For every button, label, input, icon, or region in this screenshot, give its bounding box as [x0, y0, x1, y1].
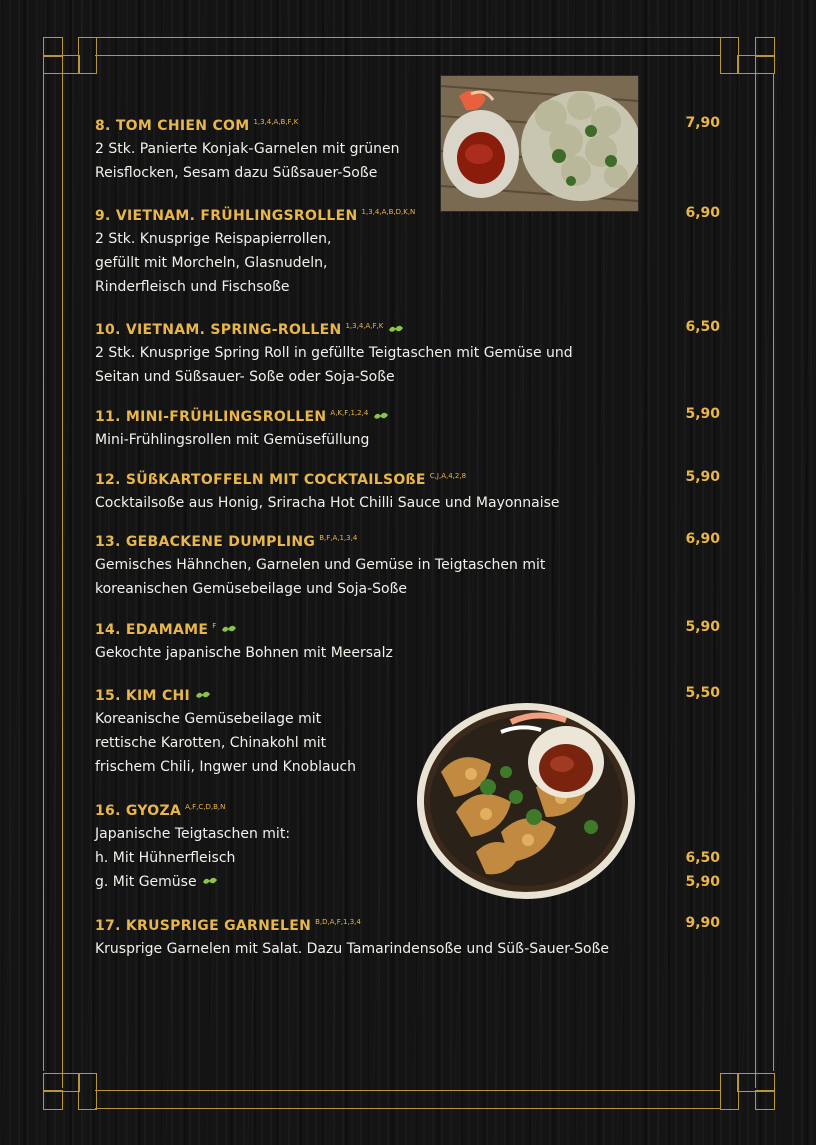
allergen-codes: B,D,A,F,1,3,4 [315, 918, 361, 926]
vegan-leaf-icon [202, 876, 218, 887]
corner-top-right-c [737, 55, 775, 74]
menu-item [95, 469, 720, 515]
menu-item-header [95, 469, 720, 491]
outer-frame-top-inner [95, 55, 721, 56]
corner-bottom-right-c [737, 1073, 775, 1092]
menu-item [95, 319, 720, 389]
outer-frame-bottom-inner [95, 1108, 721, 1109]
menu-item-description: 2 Stk. Knusprige Reispapierrollen, [95, 231, 332, 247]
menu-item-header [95, 531, 720, 553]
option-price: 6,50 [685, 850, 720, 866]
menu-item-description: Rinderfleisch und Fischsoße [95, 279, 290, 295]
menu-item-price: 6,90 [685, 531, 720, 547]
corner-bottom-left-c [43, 1073, 80, 1092]
menu-item-description: rettische Karotten, Chinakohl mit [95, 735, 327, 751]
menu-item-description: koreanischen Gemüsebeilage und Soja-Soße [95, 581, 408, 597]
menu-item-header [95, 685, 720, 707]
menu-item-price: 5,90 [685, 406, 720, 422]
menu-item-description: Mini-Frühlingsrollen mit Gemüsefüllung [95, 432, 370, 448]
menu-item [95, 115, 720, 185]
menu-item-description: 2 Stk. Panierte Konjak-Garnelen mit grünen [95, 141, 400, 157]
outer-frame-bottom [95, 1090, 721, 1091]
allergen-codes: A,F,C,D,B,N [185, 803, 226, 811]
menu-item-title: 17. KRUSPRIGE GARNELEN [95, 918, 312, 934]
menu-item-title: 9. VIETNAM. FRÜHLINGSROLLEN [95, 208, 358, 224]
menu-item-price: 5,50 [685, 685, 720, 701]
menu-item-header [95, 915, 720, 937]
allergen-codes: B,F,A,1,3,4 [319, 534, 358, 542]
option-label: h. Mit Hühnerfleisch [95, 850, 236, 866]
menu-item-header [95, 205, 720, 227]
menu-item-title: 16. GYOZA [95, 803, 182, 819]
allergen-codes: 1,3,4,A,F,K [345, 322, 384, 330]
corner-top-left [43, 37, 63, 57]
corner-bottom-left [43, 1090, 63, 1110]
menu-item-title: 14. EDAMAME [95, 622, 209, 638]
menu-item-title: 11. MINI-FRÜHLINGSROLLEN [95, 409, 327, 425]
menu-item [95, 800, 720, 894]
vegan-leaf-icon [221, 624, 237, 635]
menu-item [95, 406, 720, 452]
inner-frame-left [43, 73, 44, 1071]
menu-item-header [95, 406, 720, 428]
corner-top-left-c [43, 55, 80, 74]
option-label: g. Mit Gemüse [95, 874, 197, 890]
vegan-leaf-icon [195, 690, 211, 701]
menu-item-title: 10. VIETNAM. SPRING-ROLLEN [95, 322, 342, 338]
corner-bottom-right [755, 1090, 775, 1110]
menu-item-description: Krusprige Garnelen mit Salat. Dazu Tamarindensoße und Süß-Sauer-Soße [95, 941, 610, 957]
menu-item-description: gefüllt mit Morcheln, Glasnudeln, [95, 255, 328, 271]
menu-item-description: Gekochte japanische Bohnen mit Meersalz [95, 645, 393, 661]
menu-item-description: 2 Stk. Knusprige Spring Roll in gefüllte Teigtaschen mit Gemüse und [95, 345, 573, 361]
corner-bottom-left-b [78, 1073, 97, 1110]
option-price: 5,90 [685, 874, 720, 890]
menu-item-description: Seitan und Süßsauer- Soße oder Soja-Soße [95, 369, 395, 385]
menu-item-description: Reisflocken, Sesam dazu Süßsauer-Soße [95, 165, 378, 181]
allergen-codes: C,J,A,4,2,8 [429, 472, 467, 480]
menu-item [95, 685, 720, 779]
outer-frame-top [95, 37, 721, 38]
allergen-codes: 1,3,4,A,B,F,K [253, 118, 299, 126]
menu-item-description: Gemisches Hähnchen, Garnelen und Gemüse in Teigtaschen mit [95, 557, 546, 573]
vegan-leaf-icon [388, 324, 404, 335]
menu-item-title: 15. KIM CHI [95, 688, 191, 704]
menu-item-header [95, 115, 720, 137]
menu-item-option [95, 870, 720, 894]
menu-item-price: 6,50 [685, 319, 720, 335]
menu-item [95, 619, 720, 665]
corner-top-right [755, 37, 775, 57]
menu-item-price: 7,90 [685, 115, 720, 131]
menu-item [95, 205, 720, 299]
menu-item-title: 13. GEBACKENE DUMPLING [95, 534, 316, 550]
menu-item-price: 6,90 [685, 205, 720, 221]
inner-frame-right [773, 73, 774, 1071]
menu-item-description: Koreanische Gemüsebeilage mit [95, 711, 322, 727]
menu-item-option [95, 846, 720, 870]
menu-item-price: 9,90 [685, 915, 720, 931]
menu-item-title: 12. SÜßKARTOFFELN MIT COCKTAILSOßE [95, 472, 426, 488]
menu-item-header [95, 800, 720, 822]
menu-item [95, 531, 720, 601]
menu-item [95, 915, 720, 961]
menu-item-price: 5,90 [685, 619, 720, 635]
allergen-codes: A,K,F,1,2,4 [330, 409, 369, 417]
menu-item-description: Cocktailsoße aus Honig, Sriracha Hot Chilli Sauce und Mayonnaise [95, 495, 560, 511]
allergen-codes: F [212, 622, 217, 630]
menu-item-description: Japanische Teigtaschen mit: [95, 826, 291, 842]
corner-top-left-b [78, 37, 97, 74]
menu-item-title: 8. TOM CHIEN COM [95, 118, 250, 134]
menu-item-header [95, 619, 720, 641]
menu-item-price: 5,90 [685, 469, 720, 485]
menu-item-description: frischem Chili, Ingwer und Knoblauch [95, 759, 357, 775]
menu-item-header [95, 319, 720, 341]
allergen-codes: 1,3,4,A,B,D,K,N [361, 208, 416, 216]
vegan-leaf-icon [373, 411, 389, 422]
